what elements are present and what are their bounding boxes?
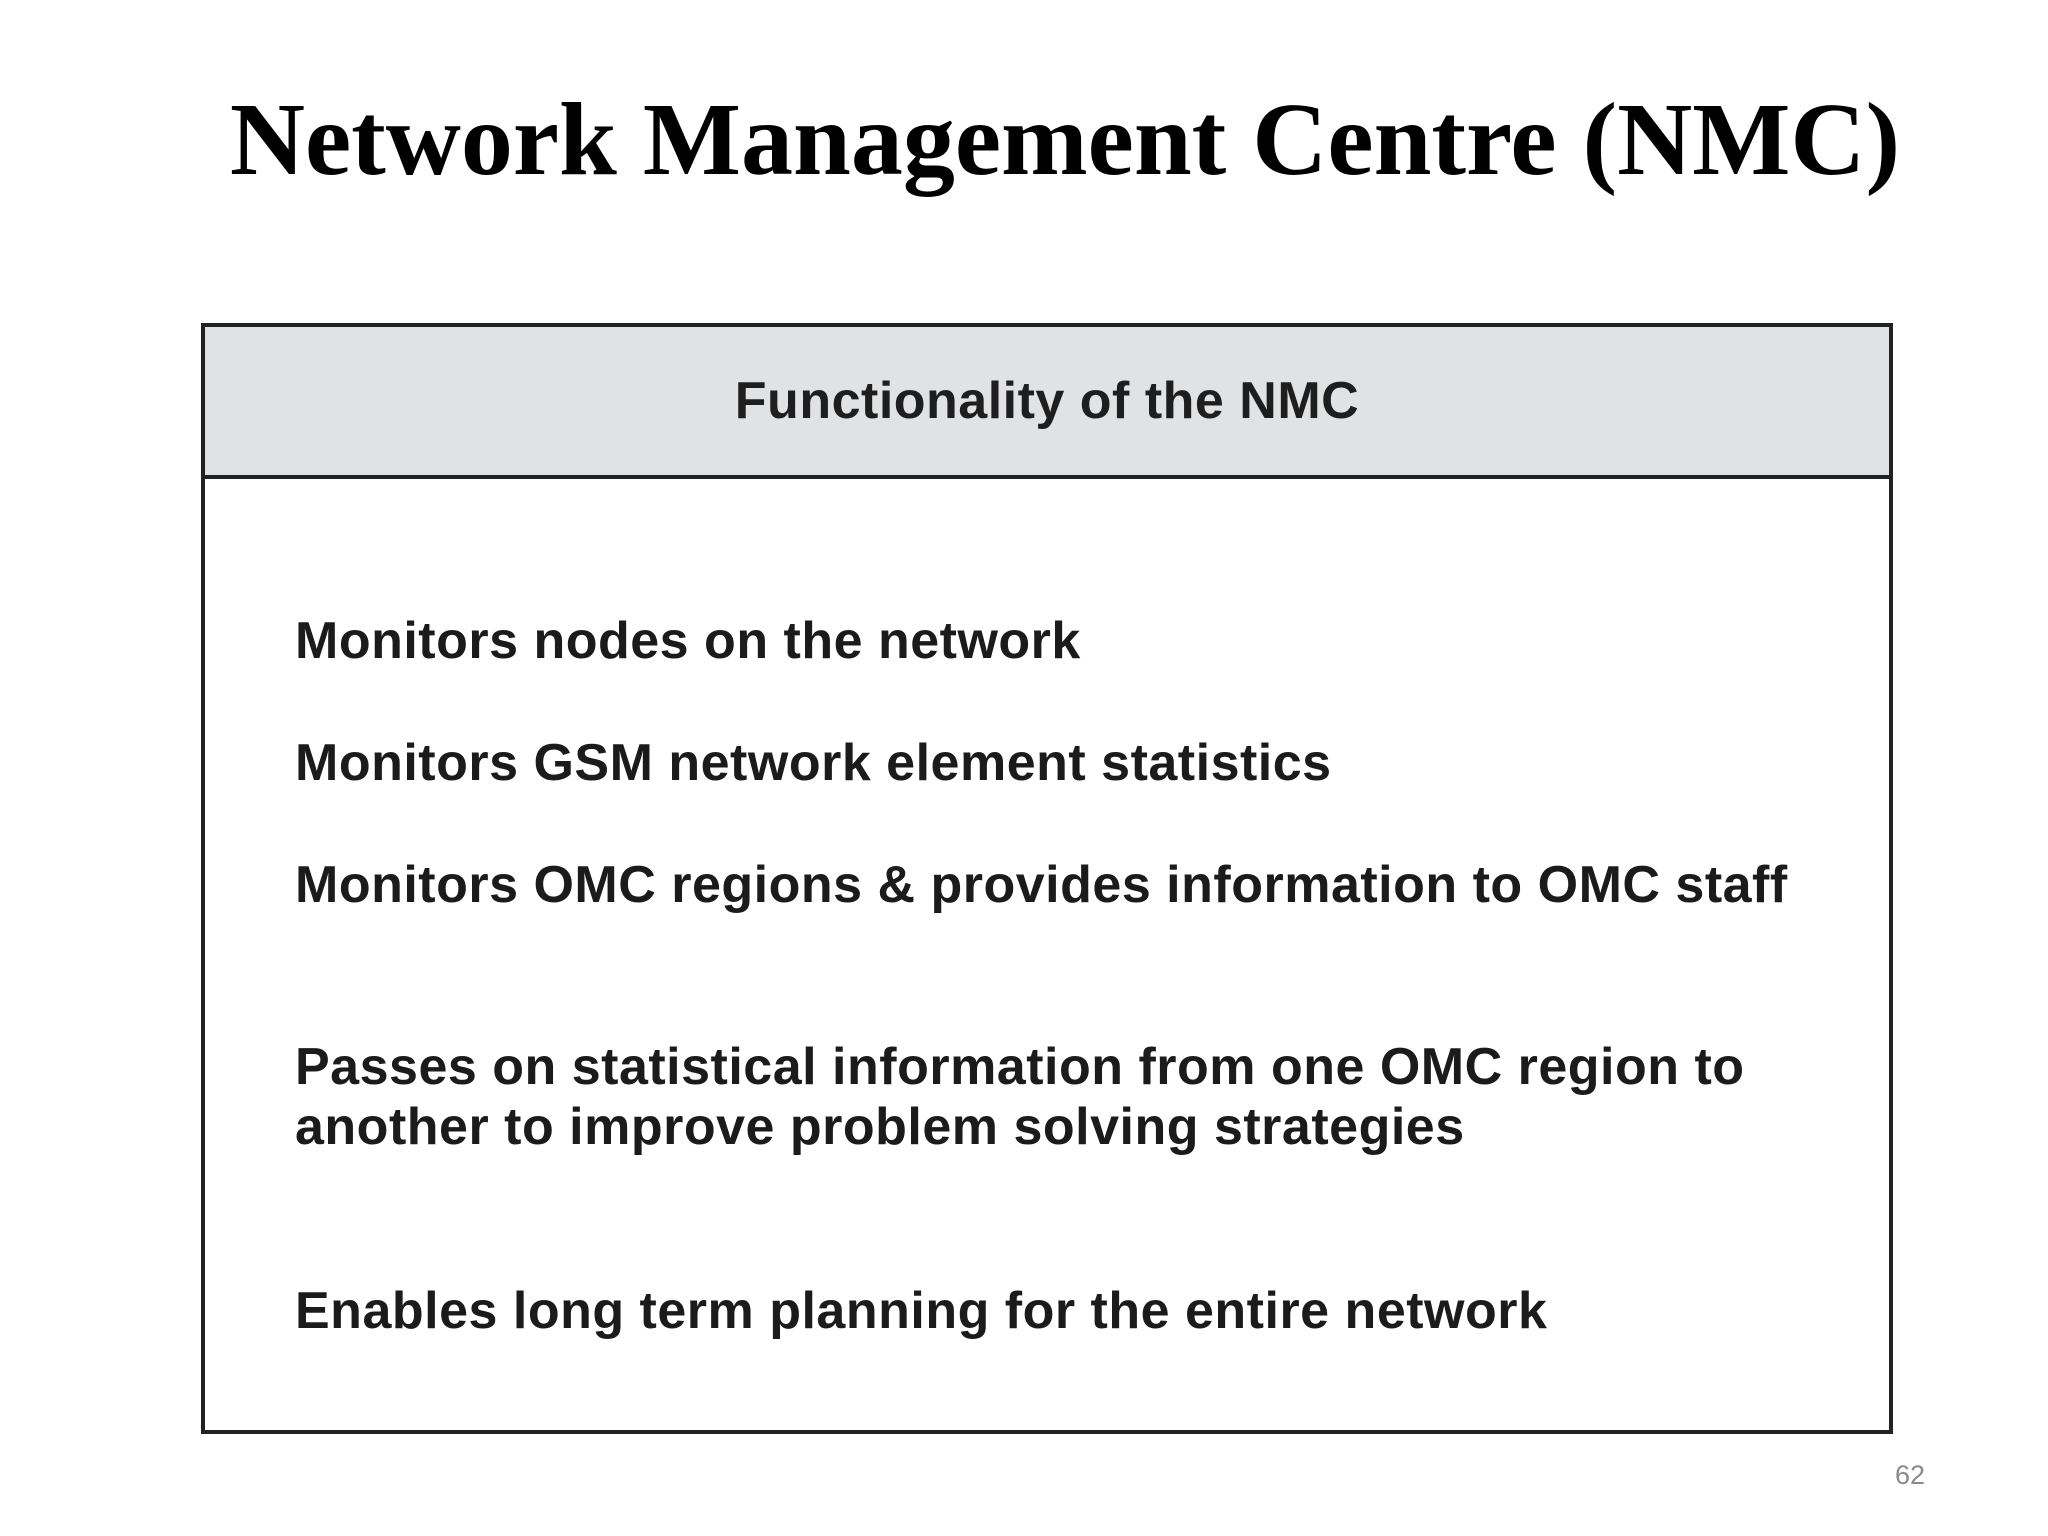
table-header-text: Functionality of the NMC — [734, 372, 1360, 430]
table-header — [205, 327, 1889, 479]
list-item: Monitors GSM network element statistics — [295, 734, 1332, 792]
list-item: Monitors OMC regions & provides information to OMC staff — [295, 856, 1788, 914]
page-number: 62 — [1895, 1460, 1926, 1490]
list-item: Monitors nodes on the network — [295, 612, 1081, 670]
slide-title: Network Management Centre (NMC) — [229, 82, 1901, 197]
list-item: Passes on statistical information from one OMC region to another to improve problem solving strategies — [295, 1038, 1745, 1156]
functionality-table — [201, 323, 1893, 1434]
list-item: Enables long term planning for the entire network — [295, 1282, 1548, 1340]
